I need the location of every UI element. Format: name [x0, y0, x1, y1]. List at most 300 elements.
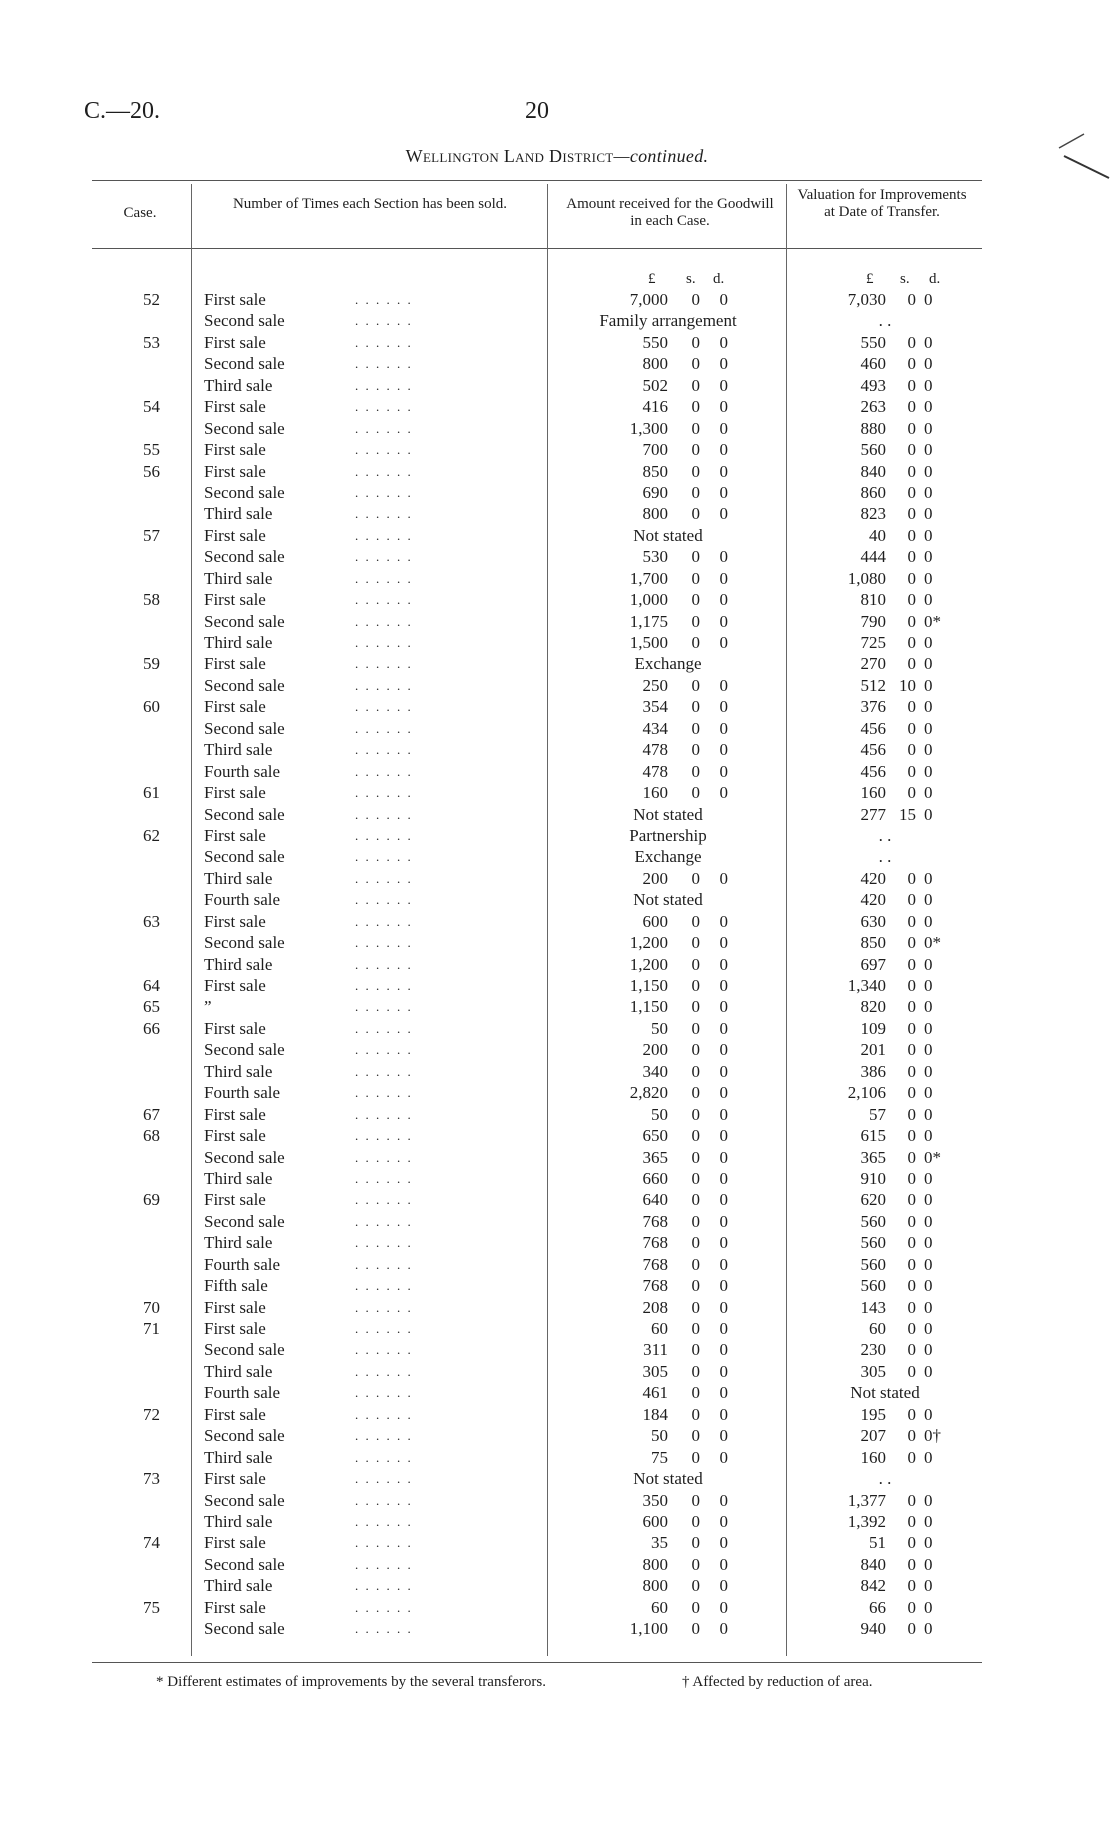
sale-label: First sale [204, 1126, 266, 1146]
amount-pounds: 1,500 [629, 633, 668, 652]
valuation-pence: 0 [924, 1190, 933, 1210]
leader-dots: . . . . . . [355, 956, 413, 972]
amount-shillings: 0 [691, 761, 700, 781]
valuation-pounds: 790 [860, 611, 886, 631]
sale-label: Second sale [204, 1619, 285, 1639]
sale-label: Third sale [204, 740, 273, 760]
sale-label: First sale [204, 1404, 266, 1424]
valuation-shillings: 0 [907, 954, 916, 974]
valuation-pounds: 842 [860, 1576, 886, 1596]
sale-label: First sale [204, 590, 266, 610]
leader-dots: . . . . . . [355, 377, 413, 393]
amount-pounds: 478 [642, 740, 668, 760]
amount-shillings: 0 [691, 568, 700, 588]
amount-pounds: 502 [642, 375, 668, 395]
amount-pence: 0 [719, 1319, 728, 1338]
case-number: 58 [143, 590, 160, 610]
page-number: 20 [525, 98, 549, 124]
table-row [0, 1575, 1114, 1596]
amount-pounds: 35 [651, 1533, 668, 1553]
sale-label: Third sale [204, 568, 273, 588]
valuation-shillings: 0 [907, 547, 916, 567]
valuation-pence: 0 [924, 332, 933, 352]
sale-label: First sale [204, 1104, 266, 1124]
valuation-pounds: 1,377 [847, 1490, 886, 1510]
leader-dots: . . . . . . [355, 1471, 413, 1487]
valuation-text: Not stated [850, 1383, 920, 1403]
table-row [0, 761, 1114, 782]
valuation-pounds: 40 [869, 525, 886, 545]
leader-dots: . . . . . . [355, 1599, 413, 1615]
amount-shillings: 0 [691, 547, 700, 567]
leader-dots: . . . . . . [355, 570, 413, 586]
valuation-pence: 0 [924, 1340, 933, 1360]
valuation-shillings: 0 [907, 568, 916, 588]
amount-text: Not stated [633, 1469, 703, 1489]
table-row [0, 1554, 1114, 1575]
amount-pence: 0 [719, 1404, 728, 1424]
table-row [0, 1361, 1114, 1382]
amount-pence: 0 [719, 1040, 728, 1060]
amount-pence: 0 [719, 954, 728, 974]
valuation-pounds: 940 [860, 1619, 886, 1639]
leader-dots: . . . . . . [355, 1192, 413, 1208]
valuation-pounds: 365 [860, 1147, 886, 1167]
leader-dots: . . . . . . [355, 699, 413, 715]
valuation-shillings: 0 [907, 654, 916, 674]
leader-dots: . . . . . . [355, 806, 413, 822]
amount-pounds: 305 [642, 1361, 668, 1381]
leader-dots: . . . . . . [355, 978, 413, 993]
sale-label: First sale [204, 1018, 266, 1038]
amount-pounds: 60 [651, 1597, 668, 1617]
valuation-shillings: 0 [907, 611, 916, 631]
amount-pounds: 75 [651, 1447, 668, 1467]
valuation-pence: 0 [924, 1297, 933, 1317]
table-row [0, 975, 1114, 996]
amount-shillings: 0 [691, 1361, 700, 1381]
sale-label: Third sale [204, 1511, 273, 1531]
amount-pence: 0 [719, 976, 728, 995]
leader-dots: . . . . . . [355, 827, 413, 843]
sale-label: Second sale [204, 1426, 285, 1446]
case-number: 75 [143, 1597, 160, 1617]
leader-dots: . . . . . . [355, 1063, 413, 1079]
amount-pence: 0 [719, 547, 728, 567]
table-row [0, 739, 1114, 760]
sale-label: Second sale [204, 804, 285, 824]
sale-label: ” [204, 997, 212, 1017]
leader-dots: . . . . . . [355, 1363, 413, 1379]
amount-pounds: 311 [643, 1340, 668, 1360]
leader-dots: . . . . . . [355, 742, 413, 758]
amount-pence: 0 [719, 1233, 728, 1253]
leader-dots: . . . . . . [355, 1149, 413, 1165]
valuation-shillings: 0 [907, 1190, 916, 1210]
valuation-pence: 0 [924, 1168, 933, 1188]
valuation-shillings: 0 [907, 933, 916, 953]
leader-dots: . . . . . . [355, 1621, 413, 1637]
amount-pence: 0 [719, 1533, 728, 1553]
amount-pence: 0 [719, 1619, 728, 1639]
amount-pounds: 800 [642, 1554, 668, 1574]
valuation-pounds: 143 [860, 1297, 886, 1317]
amount-pence: 0 [719, 1576, 728, 1596]
table-row [0, 1061, 1114, 1082]
valuation-shillings: 0 [907, 440, 916, 460]
amount-shillings: 0 [691, 1511, 700, 1531]
amount-pounds: 660 [642, 1168, 668, 1188]
amount-pence: 0 [719, 1211, 728, 1231]
amount-shillings: 0 [691, 1297, 700, 1317]
amount-pounds: 800 [642, 504, 668, 524]
valuation-shillings: 15 [899, 804, 916, 824]
sale-label: Third sale [204, 1361, 273, 1381]
amount-shillings: 0 [691, 1276, 700, 1296]
valuation-shillings: 0 [907, 1404, 916, 1424]
valuation-pence: 0 [924, 783, 933, 803]
valuation-shillings: 0 [907, 1018, 916, 1038]
amount-shillings: 0 [691, 1554, 700, 1574]
table-row [0, 1447, 1114, 1468]
amount-pounds: 1,150 [629, 976, 668, 995]
table-row [0, 1018, 1114, 1039]
amount-pounds: 50 [651, 1426, 668, 1446]
amount-pence: 0 [719, 1104, 728, 1124]
amount-shillings: 0 [691, 461, 700, 481]
valuation-shillings: 0 [907, 868, 916, 888]
valuation-pence: 0 [924, 654, 933, 674]
sale-label: First sale [204, 525, 266, 545]
valuation-pence: 0 [924, 1619, 933, 1639]
leader-dots: . . . . . . [355, 1449, 413, 1465]
amount-shillings: 0 [691, 1426, 700, 1446]
amount-text: Not stated [633, 804, 703, 824]
amount-shillings: 0 [691, 976, 700, 995]
valuation-shillings: 0 [907, 290, 916, 309]
leader-dots: . . . . . . [355, 1406, 413, 1422]
leader-dots: . . . . . . [355, 892, 413, 908]
amount-pounds: 416 [642, 397, 668, 417]
sale-label: First sale [204, 1319, 266, 1338]
amount-pounds: 2,820 [629, 1083, 668, 1103]
valuation-pence: 0 [924, 568, 933, 588]
table-row [0, 1490, 1114, 1511]
valuation-pounds: 456 [860, 761, 886, 781]
valuation-pounds: 560 [860, 1211, 886, 1231]
amount-pence: 0 [719, 1447, 728, 1467]
case-number: 59 [143, 654, 160, 674]
valuation-shillings: 0 [907, 997, 916, 1017]
column-header-times: Number of Times each Section has been sold. [232, 196, 508, 212]
case-number: 74 [143, 1533, 160, 1553]
table-row [0, 353, 1114, 374]
leader-dots: . . . . . . [355, 1385, 413, 1401]
leader-dots: . . . . . . [355, 1213, 413, 1229]
valuation-pounds: 305 [860, 1361, 886, 1381]
valuation-pounds: 560 [860, 1276, 886, 1296]
valuation-pounds: 420 [860, 890, 886, 910]
table-row [0, 825, 1114, 846]
valuation-pounds: 560 [860, 1254, 886, 1274]
valuation-pence: 0 [924, 504, 933, 524]
sale-label: First sale [204, 1469, 266, 1489]
valuation-pence: 0† [924, 1426, 941, 1446]
amount-shillings: 0 [691, 911, 700, 931]
amount-pounds: 208 [642, 1297, 668, 1317]
sale-label: Second sale [204, 847, 285, 867]
leader-dots: . . . . . . [355, 1170, 413, 1186]
leader-dots: . . . . . . [355, 334, 413, 350]
table-row [0, 804, 1114, 825]
case-number: 65 [143, 997, 160, 1017]
amount-pounds: 1,200 [629, 933, 668, 953]
valuation-pounds: 840 [860, 1554, 886, 1574]
amount-unit-pence: d. [713, 271, 725, 287]
leader-dots: . . . . . . [355, 1513, 413, 1529]
table-row [0, 289, 1114, 310]
case-number: 60 [143, 697, 160, 717]
leader-dots: . . . . . . [355, 484, 413, 500]
valuation-pence: 0 [924, 740, 933, 760]
valuation-shillings: 0 [907, 1040, 916, 1060]
amount-shillings: 0 [691, 1168, 700, 1188]
leader-dots: . . . . . . [355, 527, 413, 543]
valuation-shillings: 0 [907, 1147, 916, 1167]
amount-pence: 0 [719, 290, 728, 309]
amount-pounds: 1,175 [629, 611, 668, 631]
case-number: 53 [143, 332, 160, 352]
sale-label: Second sale [204, 1211, 285, 1231]
leader-dots: . . . . . . [355, 1299, 413, 1315]
leader-dots: . . . . . . [355, 613, 413, 629]
valuation-pounds: 456 [860, 740, 886, 760]
sale-label: First sale [204, 440, 266, 460]
table-row [0, 954, 1114, 975]
valuation-shillings: 0 [907, 1233, 916, 1253]
table-title [0, 146, 1114, 167]
case-number: 64 [143, 976, 160, 995]
valuation-pence: 0 [924, 1276, 933, 1296]
valuation-shillings: 0 [907, 1297, 916, 1317]
valuation-text: . . [878, 311, 892, 331]
valuation-pounds: 263 [860, 397, 886, 417]
amount-pence: 0 [719, 1340, 728, 1360]
valuation-pounds: 840 [860, 461, 886, 481]
table-row [0, 782, 1114, 803]
valuation-pounds: 201 [860, 1040, 886, 1060]
amount-pounds: 1,300 [629, 418, 668, 438]
valuation-shillings: 0 [907, 1168, 916, 1188]
valuation-shillings: 0 [907, 1554, 916, 1574]
amount-pence: 0 [719, 461, 728, 481]
leader-dots: . . . . . . [355, 849, 413, 865]
leader-dots: . . . . . . [355, 1556, 413, 1572]
table-row [0, 546, 1114, 567]
valuation-pounds: 560 [860, 1233, 886, 1253]
valuation-shillings: 0 [907, 911, 916, 931]
amount-pence: 0 [719, 911, 728, 931]
leader-dots: . . . . . . [355, 1428, 413, 1444]
case-number: 57 [143, 525, 160, 545]
table-body [0, 289, 1114, 1640]
valuation-pence: 0 [924, 290, 933, 309]
amount-pence: 0 [719, 440, 728, 460]
case-number: 61 [143, 783, 160, 803]
sale-label: Second sale [204, 1340, 285, 1360]
amount-pounds: 478 [642, 761, 668, 781]
amount-pence: 0 [719, 418, 728, 438]
amount-pence: 0 [719, 997, 728, 1017]
leader-dots: . . . . . . [355, 656, 413, 672]
valuation-pence: 0 [924, 375, 933, 395]
sale-label: Second sale [204, 1040, 285, 1060]
valuation-pence: 0 [924, 397, 933, 417]
valuation-pounds: 60 [869, 1319, 886, 1338]
valuation-shillings: 0 [907, 1490, 916, 1510]
table-row [0, 1468, 1114, 1489]
amount-pence: 0 [719, 1511, 728, 1531]
sale-label: Third sale [204, 954, 273, 974]
valuation-pence: 0 [924, 547, 933, 567]
amount-shillings: 0 [691, 1383, 700, 1403]
amount-pence: 0 [719, 1554, 728, 1574]
table-row [0, 1318, 1114, 1339]
valuation-text: . . [878, 847, 892, 867]
amount-pounds: 1,100 [629, 1619, 668, 1639]
amount-shillings: 0 [691, 740, 700, 760]
case-number: 66 [143, 1018, 160, 1038]
leader-dots: . . . . . . [355, 549, 413, 565]
amount-pounds: 600 [642, 911, 668, 931]
table-row [0, 653, 1114, 674]
sale-label: Third sale [204, 375, 273, 395]
header-bottom-rule [92, 248, 982, 249]
table-row [0, 889, 1114, 910]
valuation-pence: 0 [924, 482, 933, 502]
valuation-shillings: 0 [907, 783, 916, 803]
valuation-pounds: 620 [860, 1190, 886, 1210]
sale-label: Second sale [204, 675, 285, 695]
amount-pence: 0 [719, 1361, 728, 1381]
amount-pence: 0 [719, 375, 728, 395]
table-row [0, 568, 1114, 589]
amount-shillings: 0 [691, 1533, 700, 1553]
valuation-shillings: 0 [907, 1083, 916, 1103]
amount-pence: 0 [719, 1254, 728, 1274]
leader-dots: . . . . . . [355, 1578, 413, 1594]
valuation-pence: 0* [924, 933, 941, 953]
valuation-pounds: 493 [860, 375, 886, 395]
valuation-pence: 0 [924, 1361, 933, 1381]
valuation-shillings: 0 [907, 1211, 916, 1231]
sale-label: First sale [204, 825, 266, 845]
valuation-pounds: 195 [860, 1404, 886, 1424]
leader-dots: . . . . . . [355, 1492, 413, 1508]
amount-pence: 0 [719, 482, 728, 502]
leader-dots: . . . . . . [355, 1235, 413, 1251]
amount-pounds: 800 [642, 1576, 668, 1596]
valuation-pence: 0 [924, 1104, 933, 1124]
valuation-text: . . [878, 1469, 892, 1489]
valuation-pounds: 386 [860, 1061, 886, 1081]
amount-pence: 0 [719, 1276, 728, 1296]
amount-pence: 0 [719, 568, 728, 588]
sale-label: Third sale [204, 633, 273, 652]
amount-pence: 0 [719, 611, 728, 631]
amount-shillings: 0 [691, 954, 700, 974]
leader-dots: . . . . . . [355, 1128, 413, 1144]
sale-label: Third sale [204, 1576, 273, 1596]
sale-label: Second sale [204, 718, 285, 738]
amount-pence: 0 [719, 1018, 728, 1038]
amount-shillings: 0 [691, 354, 700, 374]
sale-label: Second sale [204, 354, 285, 374]
valuation-shillings: 0 [907, 418, 916, 438]
amount-pounds: 340 [642, 1061, 668, 1081]
sale-label: Second sale [204, 482, 285, 502]
amount-shillings: 0 [691, 397, 700, 417]
valuation-pence: 0 [924, 1083, 933, 1103]
valuation-pence: 0 [924, 1040, 933, 1060]
leader-dots: . . . . . . [355, 720, 413, 736]
valuation-pence: 0 [924, 1254, 933, 1274]
case-number: 67 [143, 1104, 160, 1124]
amount-text: Family arrangement [599, 311, 737, 331]
table-row [0, 375, 1114, 396]
valuation-pence: 0 [924, 1018, 933, 1038]
amount-shillings: 0 [691, 418, 700, 438]
table-row [0, 1232, 1114, 1253]
amount-text: Not stated [633, 890, 703, 910]
valuation-pounds: 460 [860, 354, 886, 374]
amount-pence: 0 [719, 718, 728, 738]
case-number: 68 [143, 1126, 160, 1146]
valuation-pence: 0 [924, 718, 933, 738]
amount-text: Exchange [634, 847, 702, 867]
title-suffix: —continued. [613, 146, 709, 166]
sale-label: Fourth sale [204, 1383, 281, 1403]
amount-pounds: 354 [642, 697, 668, 717]
valuation-shillings: 0 [907, 504, 916, 524]
amount-pence: 0 [719, 868, 728, 888]
amount-pence: 0 [719, 354, 728, 374]
amount-shillings: 0 [691, 375, 700, 395]
amount-pounds: 184 [642, 1404, 668, 1424]
sale-label: First sale [204, 290, 266, 309]
valuation-shillings: 0 [907, 590, 916, 610]
amount-pounds: 768 [642, 1233, 668, 1253]
sale-label: First sale [204, 1297, 266, 1317]
case-number: 71 [143, 1319, 160, 1338]
valuation-pence: 0 [924, 761, 933, 781]
case-number: 70 [143, 1297, 160, 1317]
sale-label: Second sale [204, 418, 285, 438]
amount-pounds: 1,700 [629, 568, 668, 588]
amount-shillings: 0 [691, 1404, 700, 1424]
leader-dots: . . . . . . [355, 463, 413, 479]
table-bottom-rule [92, 1662, 982, 1663]
valuation-pounds: 1,392 [847, 1511, 886, 1531]
header-top-rule [92, 180, 982, 181]
valuation-pence: 0 [924, 1554, 933, 1574]
amount-pence: 0 [719, 1126, 728, 1146]
case-number: 63 [143, 911, 160, 931]
leader-dots: . . . . . . [355, 1278, 413, 1294]
amount-pence: 0 [719, 590, 728, 610]
table-row [0, 868, 1114, 889]
amount-pence: 0 [719, 697, 728, 717]
